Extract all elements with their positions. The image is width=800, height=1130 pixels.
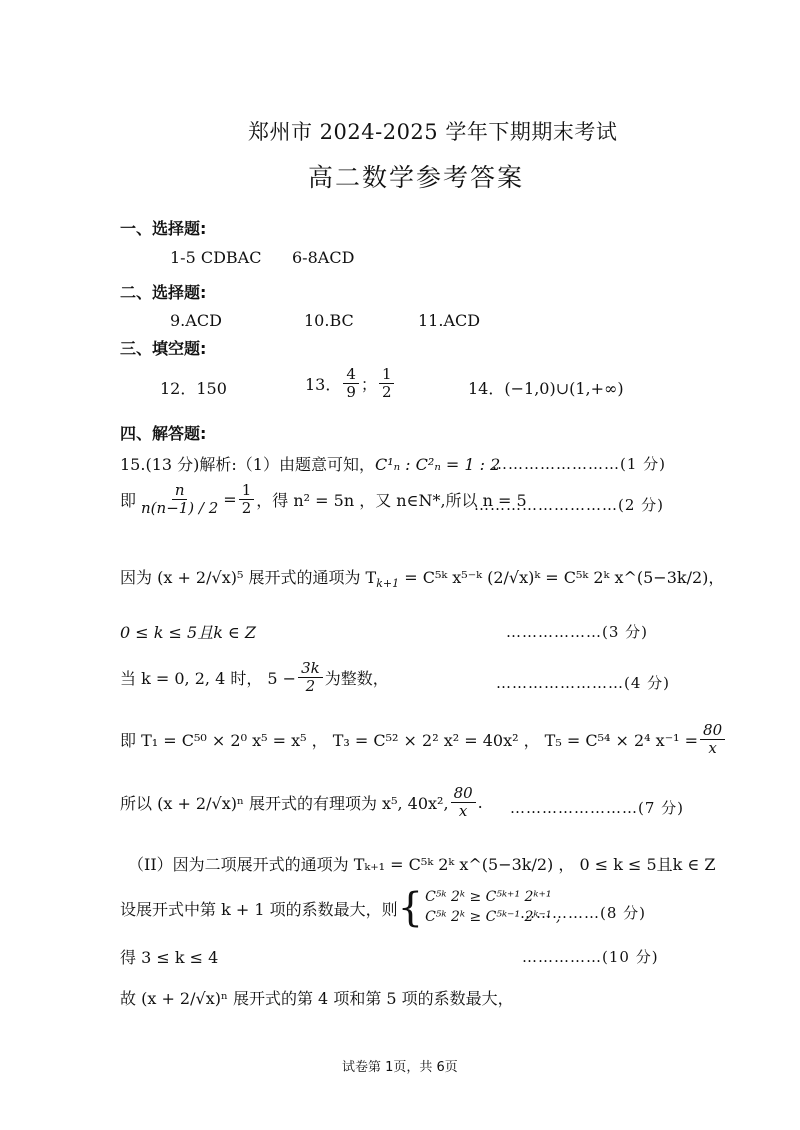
answer-12: 12．150 (160, 379, 227, 398)
line-text: 设展开式中第 k + 1 项的系数最大，则 (120, 899, 398, 919)
fraction (451, 785, 476, 821)
fraction-denominator: x (458, 802, 468, 821)
solution-line-3 (120, 565, 724, 590)
solution-line-10: 得 3 ≤ k ≤ 4 (120, 948, 219, 967)
fraction-numerator: 3k (298, 660, 323, 678)
line-text: 当 k = 0, 2, 4 时， 5 − (120, 669, 297, 689)
fraction-denominator: 2 (241, 499, 252, 518)
score-2: ………………………(2 分) (474, 496, 665, 514)
fraction (379, 366, 395, 402)
line-text: 即 T₁ = C⁵⁰ × 2⁰ x⁵ = x⁵ ， T₃ = C⁵² × 2² x² = 40x² ， T₅ = C⁵⁴ × 2⁴ x⁻¹ = (120, 731, 699, 751)
fraction-denominator: 9 (346, 383, 356, 402)
answer-14: 14．(−1,0)∪(1,+∞) (468, 379, 624, 398)
answers-1-5: 1-5 CDBAC (170, 248, 262, 267)
brace-icon: { (397, 885, 424, 931)
page-title: 高二数学参考答案 (308, 163, 525, 192)
score-7: ……………………(7 分) (510, 799, 685, 817)
answer-9: 9.ACD (170, 311, 222, 330)
fraction-denominator: 2 (305, 677, 316, 696)
solution-line-4: 0 ≤ k ≤ 5且k ∈ Z (120, 623, 257, 642)
answer-13-label: 13． (305, 375, 342, 395)
line-math: k+1 (376, 577, 400, 590)
line-text: 即 (120, 491, 137, 511)
equals-sign: = (223, 490, 237, 510)
line-text: = C⁵ᵏ x⁵⁻ᵏ (2/√x)ᵏ = C⁵ᵏ 2ᵏ x^(5−3k/2)， (399, 568, 725, 587)
exam-title: 郑州市 2024-2025 学年下期期末考试 (248, 120, 618, 144)
answer-13 (305, 366, 396, 402)
solution-line-7 (120, 785, 483, 821)
line-text: 15.(13 分)解析:（1）由题意可知， (120, 455, 375, 474)
solution-line-6 (120, 722, 727, 758)
section-1-heading: 一、选择题: (120, 219, 207, 238)
solution-line-5 (120, 660, 389, 696)
solution-line-9 (120, 885, 561, 931)
fraction (239, 482, 255, 518)
score-8: ……………(8 分) (520, 904, 647, 922)
fraction-numerator: 80 (451, 785, 476, 803)
answer-10: 10.BC (304, 311, 354, 330)
answers-6-8: 6-8ACD (292, 248, 355, 267)
fraction-denominator: 2 (381, 383, 392, 402)
solution-line-8: （II）因为二项展开式的通项为 Tₖ₊₁ = C⁵ᵏ 2ᵏ x^(5−3k/2) ， 0 ≤ k ≤ 5且k ∈ Z (128, 855, 716, 874)
solution-line-1 (120, 452, 500, 475)
line-text: 所以 (x + 2/√x)ⁿ 展开式的有理项为 x⁵, 40x², (120, 794, 449, 814)
fraction-numerator: 80 (700, 722, 725, 740)
fraction-numerator: 1 (379, 366, 395, 384)
line-text: . (477, 793, 483, 813)
inequality-row: C⁵ᵏ 2ᵏ ≥ C⁵ᵏ⁺¹ 2ᵏ⁺¹ (425, 889, 552, 906)
page-footer: 试卷第 1页，共 6页 (342, 1060, 458, 1075)
section-3-heading: 三、填空题: (120, 339, 207, 358)
fraction (343, 366, 359, 402)
inequality-row: C⁵ᵏ 2ᵏ ≥ C⁵ᵏ⁻¹ 2ᵏ⁻¹ , (425, 909, 561, 925)
line-text: 为整数， (324, 669, 389, 689)
score-10: ……………(10 分) (522, 948, 659, 966)
line-text: 因为 (x + 2/√x)⁵ 展开式的通项为 T (120, 568, 377, 587)
fraction-denominator: x (708, 739, 717, 758)
fraction-numerator: n (172, 482, 188, 500)
fraction-numerator: 4 (343, 366, 359, 384)
solution-line-11: 故 (x + 2/√x)ⁿ 展开式的第 4 项和第 5 项的系数最大， (120, 989, 514, 1008)
separator: ； (360, 375, 377, 395)
fraction (298, 660, 323, 696)
line-math: C¹ₙ : C²ₙ = 1 : 2 (374, 455, 501, 474)
score-3: ………………(3 分) (506, 623, 649, 641)
fraction (138, 482, 221, 518)
fraction (700, 722, 725, 758)
section-2-heading: 二、选择题: (120, 283, 207, 302)
answer-11: 11.ACD (418, 311, 481, 330)
section-4-heading: 四、解答题: (120, 424, 207, 443)
line-text: ，得 n² = 5n ，又 n∈N*,所以 n = 5 (256, 491, 527, 511)
fraction-numerator: 1 (239, 482, 255, 500)
score-1: ……………………(1 分) (492, 455, 667, 473)
solution-line-2 (120, 482, 527, 518)
score-4: ……………………(4 分) (496, 674, 671, 692)
fraction-denominator: n(n−1) / 2 (141, 499, 219, 518)
